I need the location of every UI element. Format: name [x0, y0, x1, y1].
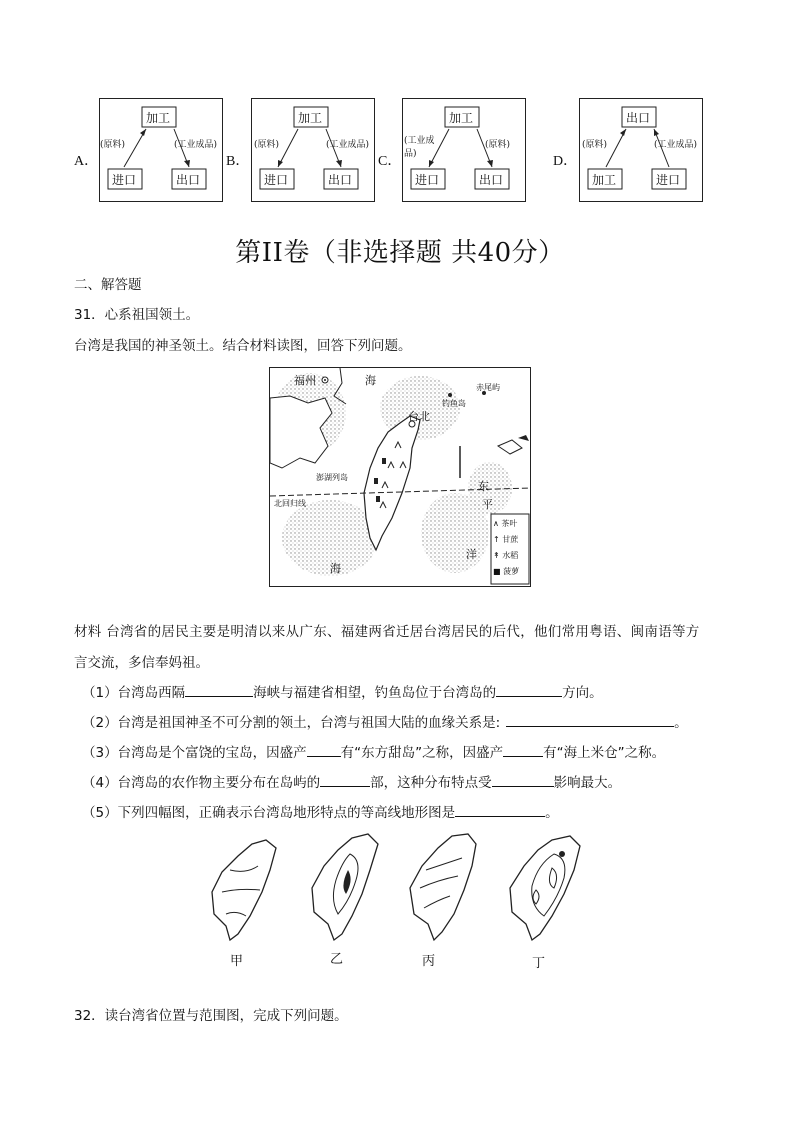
box-bottom-right: 出口 — [176, 173, 201, 187]
q31-sub5 — [82, 801, 559, 821]
sugarcane-icon: ↑ — [493, 535, 500, 544]
label-fuzhou: 福州 — [294, 374, 316, 387]
option-d-diagram — [579, 98, 703, 202]
answer-blank[interactable] — [503, 744, 543, 757]
label-tropic: 北回归线 — [274, 499, 306, 508]
box-bottom-left: 进口 — [264, 173, 289, 187]
label-sea-yang: 洋 — [466, 548, 477, 561]
contour-graphic — [200, 830, 600, 970]
answer-blank[interactable] — [492, 774, 554, 787]
label-penghu: 澎湖列岛 — [316, 473, 348, 482]
sub3-text-c: 有“海上米仓”之称。 — [543, 745, 666, 761]
sub2-text-b: 。 — [674, 715, 688, 731]
label-diaoyu: 钓鱼岛 — [442, 399, 466, 408]
arrow-right-label: (工业成品) — [326, 140, 370, 150]
legend-label: 茶叶 — [501, 519, 518, 528]
box-top: 加工 — [298, 111, 323, 125]
option-b-diagram — [251, 98, 375, 202]
sub1-text-c: 方向。 — [562, 685, 603, 701]
answer-blank[interactable] — [307, 744, 341, 757]
option-d-letter: D． — [553, 154, 578, 169]
map-graphic — [270, 368, 530, 586]
section-title: 第II卷（非选择题 共40分） — [235, 238, 565, 268]
answer-blank[interactable] — [320, 774, 370, 787]
label-sea-east: 东 — [478, 480, 489, 493]
contour-label-bing: 丙 — [422, 954, 436, 969]
box-top: 加工 — [146, 111, 171, 125]
arrow-right-label: (工业成品) — [654, 140, 698, 150]
legend-item-tea — [493, 516, 529, 532]
answer-blank[interactable] — [506, 714, 674, 727]
sub4-text-b: 部，这种分布特点受 — [370, 775, 492, 791]
q31-sub3 — [82, 741, 665, 761]
sub1-text-a: （1）台湾岛西隔 — [82, 685, 186, 701]
q31-intro: 台湾是我国的神圣领土。结合材料读图，回答下列问题。 — [74, 338, 412, 354]
arrow-left-label: (工业成品) — [404, 136, 435, 159]
option-c-letter: C． — [378, 154, 402, 169]
section-subtitle: 二、解答题 — [74, 277, 142, 293]
q32-heading: 32．读台湾省位置与范围图，完成下列问题。 — [74, 1008, 348, 1024]
label-chiwei: 赤尾屿 — [476, 383, 500, 392]
answer-blank[interactable] — [455, 804, 545, 817]
rice-icon: ↟ — [493, 551, 500, 560]
arrow-right-label: (原料) — [485, 140, 511, 150]
q31-material-line1: 材料 台湾省的居民主要是明清以来从广东、福建两省迁居台湾居民的后代，他们常用粤语、闽南语等方 — [74, 624, 700, 640]
map-legend — [493, 516, 529, 580]
legend-label: 甘蔗 — [502, 535, 519, 544]
tea-icon: ∧ — [493, 519, 499, 528]
box-bottom-right: 出口 — [479, 173, 504, 187]
box-bottom-right: 进口 — [656, 173, 681, 187]
legend-label: 菠萝 — [503, 567, 520, 576]
contour-label-ding: 丁 — [532, 956, 546, 971]
answer-blank[interactable] — [496, 684, 562, 697]
legend-item-rice — [493, 548, 529, 564]
sub3-text-b: 有“东方甜岛”之称，因盛产 — [340, 745, 504, 761]
box-bottom-left: 加工 — [592, 173, 617, 187]
taiwan-map — [269, 367, 531, 587]
arrow-left-label: (原料) — [254, 140, 280, 150]
box-top: 加工 — [449, 111, 474, 125]
option-a-letter: A． — [74, 154, 99, 169]
pineapple-icon: ■ — [493, 567, 501, 576]
q31-sub2 — [82, 711, 688, 731]
contour-figures — [200, 830, 600, 970]
arrow-left-label: (原料) — [582, 140, 608, 150]
q31-heading: 31．心系祖国领土。 — [74, 307, 200, 323]
box-top: 出口 — [626, 111, 651, 125]
sub2-text-a: （2）台湾是祖国神圣不可分割的领土，台湾与祖国大陆的血缘关系是: — [82, 715, 501, 731]
box-bottom-right: 出口 — [328, 173, 353, 187]
sub5-text-b: 。 — [545, 805, 559, 821]
legend-item-sugarcane — [493, 532, 529, 548]
sub3-text-a: （3）台湾岛是个富饶的宝岛，因盛产 — [82, 745, 307, 761]
legend-label: 水稻 — [502, 551, 519, 560]
sub5-text-a: （5）下列四幅图，正确表示台湾岛地形特点的等高线地形图是 — [82, 805, 456, 821]
contour-label-yi: 乙 — [330, 952, 344, 967]
contour-label-jia: 甲 — [230, 954, 244, 969]
q31-sub1 — [82, 681, 603, 701]
answer-blank[interactable] — [185, 684, 253, 697]
option-c-diagram — [402, 98, 526, 202]
arrow-right-label: (工业成品) — [174, 140, 218, 150]
box-bottom-left: 进口 — [112, 173, 137, 187]
option-b-letter: B． — [226, 154, 250, 169]
sub4-text-c: 影响最大。 — [553, 775, 622, 791]
q31-sub4 — [82, 771, 621, 791]
q31-material-line2: 言交流，多信奉妈祖。 — [74, 655, 209, 671]
sub4-text-a: （4）台湾岛的农作物主要分布在岛屿的 — [82, 775, 321, 791]
legend-item-pineapple — [493, 564, 529, 580]
arrow-left-label: (原料) — [100, 140, 126, 150]
label-sea-ping: 平 — [482, 498, 493, 511]
sub1-text-b: 海峡与福建省相望，钓鱼岛位于台湾岛的 — [253, 685, 497, 701]
option-a-diagram — [99, 98, 223, 202]
label-taibei: 台北 — [408, 410, 430, 423]
label-sea-hai: 海 — [365, 374, 376, 387]
box-bottom-left: 进口 — [415, 173, 440, 187]
label-sea-nan: 海 — [330, 562, 341, 575]
